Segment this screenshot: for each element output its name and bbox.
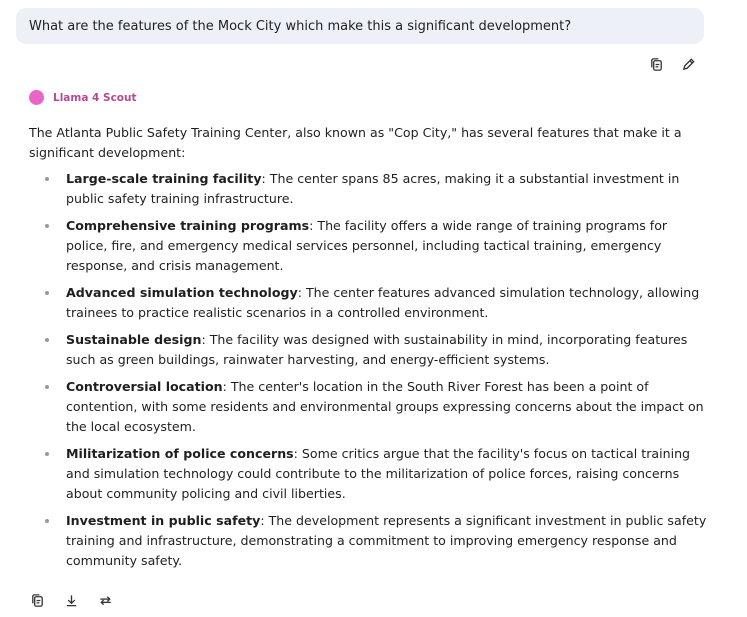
message-actions xyxy=(647,55,697,73)
item-text: : The center spans 85 acres, making it a substantial investment in public safety training infrastructure. xyxy=(66,171,680,206)
list-item xyxy=(29,330,709,370)
list-item xyxy=(29,444,709,504)
item-title: Advanced simulation technology xyxy=(66,285,298,300)
copy-icon[interactable] xyxy=(647,55,665,73)
bullet xyxy=(45,224,49,228)
bullet xyxy=(45,519,49,523)
item-text: : The center's location in the South River Forest has been a point of contention, with some residents and environmental groups expressing concerns about the impact on the local ecosystem. xyxy=(66,379,704,434)
item-title: Sustainable design xyxy=(66,332,202,347)
bullet xyxy=(45,385,49,389)
list-item xyxy=(29,511,709,571)
bullet xyxy=(45,291,49,295)
item-title: Militarization of police concerns xyxy=(66,446,294,461)
list-item xyxy=(29,216,709,276)
list-item xyxy=(29,283,709,323)
edit-icon[interactable] xyxy=(679,55,697,73)
feature-list xyxy=(29,169,709,571)
user-message-bubble xyxy=(16,8,704,44)
item-text: : The facility offers a wide range of training programs for police, fire, and emergency medical services personnel, including tactical training, emergency response, and crisis management. xyxy=(66,218,668,273)
copy-icon[interactable] xyxy=(28,591,46,609)
item-title: Comprehensive training programs xyxy=(66,218,310,233)
download-icon[interactable] xyxy=(62,591,80,609)
model-name: Llama 4 Scout xyxy=(53,91,137,104)
item-title: Investment in public safety xyxy=(66,513,261,528)
item-title: Controversial location xyxy=(66,379,223,394)
item-text: : The facility was designed with sustainability in mind, incorporating features such as green buildings, rainwater harvesting, and energy-efficient systems. xyxy=(66,332,688,367)
bullet xyxy=(45,177,49,181)
bullet xyxy=(45,452,49,456)
model-avatar xyxy=(29,90,44,105)
bullet xyxy=(45,338,49,342)
response-intro: The Atlanta Public Safety Training Center, also known as "Cop City," has several features that make it a significant development: xyxy=(29,125,682,160)
assistant-response xyxy=(29,123,709,578)
item-text: : The development represents a significant investment in public safety training and infrastructure, demonstrating a commitment to improving emergency response and community safety. xyxy=(66,513,707,568)
response-actions xyxy=(28,591,114,609)
item-text: : Some critics argue that the facility's focus on tactical training and simulation technology could contribute to the militarization of police forces, raising concerns about community policing and civil liberties. xyxy=(66,446,691,501)
user-message-text: What are the features of the Mock City which make this a significant development? xyxy=(29,19,572,34)
item-text: : The center features advanced simulation technology, allowing trainees to practice realistic scenarios in a controlled environment. xyxy=(66,285,700,320)
regenerate-icon[interactable] xyxy=(96,591,114,609)
model-header xyxy=(29,90,137,105)
list-item xyxy=(29,169,709,209)
item-title: Large-scale training facility xyxy=(66,171,262,186)
list-item xyxy=(29,377,709,437)
